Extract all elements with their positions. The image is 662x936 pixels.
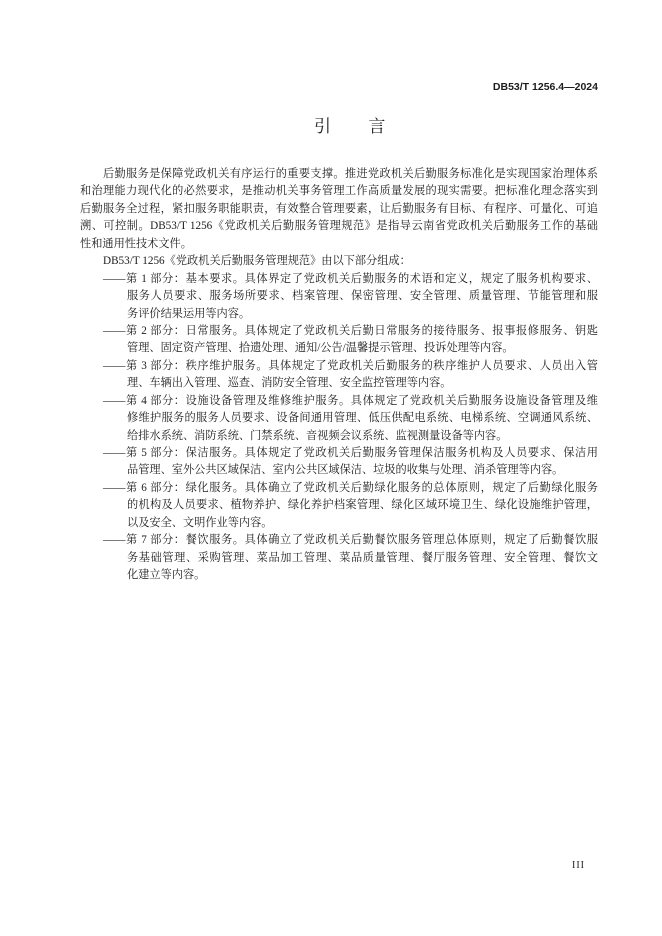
part-4-line: 修维护服务的服务人员要求、设备间通用管理、低压供配电系统、电梯系统、空调通风系统、: [127, 412, 598, 425]
part-7-line: 务基础管理、采购管理、菜品加工管理、菜品质量管理、餐厅服务管理、安全管理、餐饮文: [127, 551, 598, 564]
part-item-6: [80, 480, 598, 532]
part-item-4: [80, 393, 598, 445]
part-5-line: ——第 5 部分：保洁服务。具体规定了党政机关后勤服务管理保洁服务机构及人员要求、保洁用: [103, 447, 598, 459]
introduction-body: [80, 166, 598, 585]
part-7-line: ——第 7 部分：餐饮服务。具体确立了党政机关后勤餐饮服务管理总体原则，规定了后勤餐饮服: [103, 534, 598, 547]
parts-list-intro: DB53/T 1256《党政机关后勤服务管理规范》由以下部分组成：: [103, 255, 411, 268]
intro-paragraph-line: 和治理能力现代化的必然要求，是推动机关事务管理工作高质量发展的现实需要。把标准化理念落实到: [80, 185, 598, 198]
part-1-line: 务评价结果运用等内容。: [127, 307, 251, 320]
section-title: 引 言: [314, 117, 402, 137]
part-2-line: 管理、固定资产管理、拾遗处理、通知/公告/温馨提示管理、投诉处理等内容。: [127, 342, 514, 355]
part-item-1: [80, 271, 598, 323]
part-item-5: [80, 445, 598, 480]
part-4-line: ——第 4 部分：设施设备管理及维修维护服务。具体规定了党政机关后勤服务设施设备管理及维: [103, 394, 598, 407]
parts-list: [80, 271, 598, 585]
part-6-line: ——第 6 部分：绿化服务。具体确立了党政机关后勤绿化服务的总体原则，规定了后勤绿化服务: [103, 481, 598, 494]
part-item-3: [80, 358, 598, 393]
intro-paragraph: [80, 166, 598, 253]
intro-paragraph-line: 后勤服务全过程，紧扣服务职能职责，有效整合管理要素，让后勤服务有目标、有程序、可量化、可追: [80, 202, 598, 215]
part-7-line: 化建立等内容。: [127, 569, 206, 582]
intro-paragraph-line: 后勤服务是保障党政机关有序运行的重要支撑。推进党政机关后勤服务标准化是实现国家治理体系: [103, 168, 598, 180]
standard-number: DB53/T 1256.4—2024: [492, 81, 598, 93]
part-3-line: ——第 3 部分：秩序维护服务。具体规定了党政机关后勤服务的秩序维护人员要求、人员出入管: [103, 359, 598, 372]
part-1-line: 服务人员要求、服务场所要求、档案管理、保密管理、安全管理、质量管理、节能管理和服: [127, 290, 598, 303]
part-4-line: 给排水系统、消防系统、门禁系统、音视频会议系统、监视测量设备等内容。: [127, 429, 508, 442]
part-3-line: 理、车辆出入管理、巡查、消防安全管理、安全监控管理等内容。: [127, 377, 452, 390]
part-1-line: ——第 1 部分：基本要求。具体界定了党政机关后勤服务的术语和定义，规定了服务机构要求、: [103, 272, 598, 285]
page-number: III: [572, 860, 585, 871]
part-2-line: ——第 2 部分：日常服务。具体规定了党政机关后勤日常服务的接待服务、报事报修服务、钥匙: [103, 324, 598, 337]
intro-paragraph-line: 性和通用性技术文件。: [80, 237, 192, 250]
part-6-line: 的机构及人员要求、植物养护、绿化养护档案管理、绿化区域环境卫生、绿化设施维护管理，: [127, 499, 598, 512]
intro-paragraph-line: 溯、可控制。DB53/T 1256《党政机关后勤服务管理规范》是指导云南省党政机关后勤服务工作的基础: [80, 220, 598, 233]
part-6-line: 以及安全、文明作业等内容。: [127, 516, 273, 529]
part-item-7: [80, 532, 598, 584]
part-5-line: 品管理、室外公共区域保洁、室内公共区域保洁、垃圾的收集与处理、消杀管理等内容。: [127, 464, 564, 477]
part-item-2: [80, 323, 598, 358]
